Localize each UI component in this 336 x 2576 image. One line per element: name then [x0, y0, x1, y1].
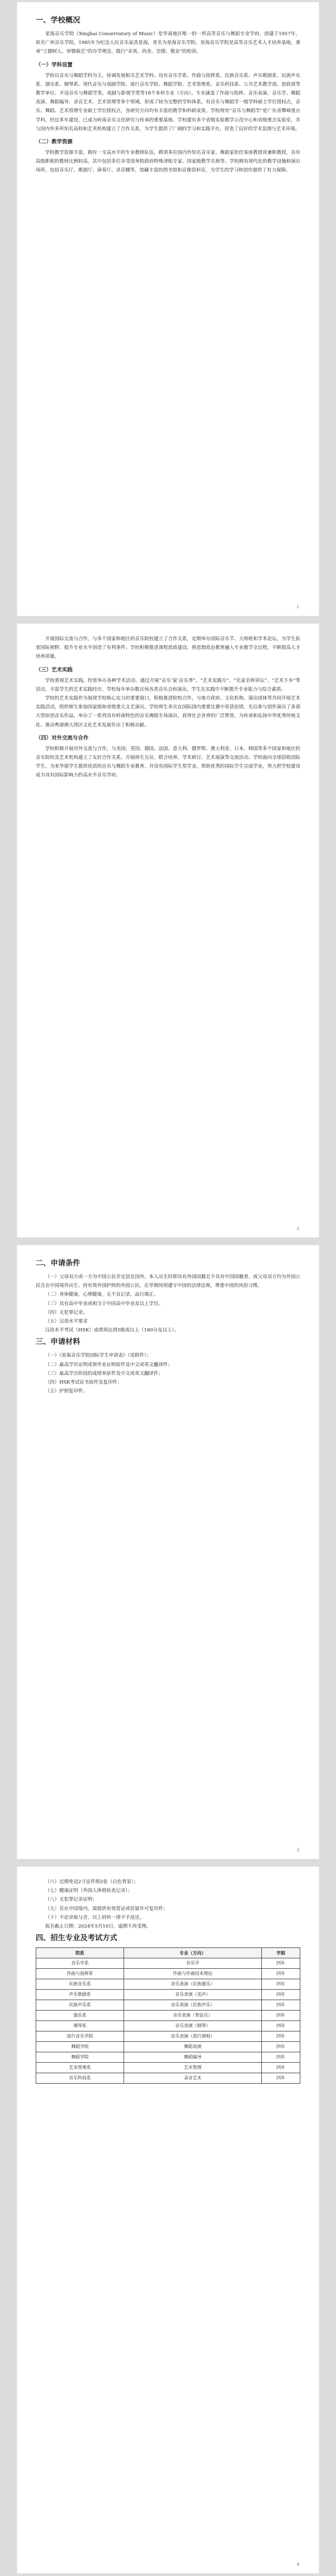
paragraph: 报名截止日期：2024年5月10日，逾期不再受理。: [45, 1924, 152, 1930]
table-cell: 录音艺术: [124, 2073, 261, 2084]
paragraph: 星海音乐学院（Xinghai Conservatory of Music）是华南地区唯一的一所高等音乐与舞蹈专业学府，创建于1957年，原名广州音乐学院，1985年为纪念人民音乐家冼星海，更名为星海音乐学院。星海音乐学院是高等音乐艺术人才培养基地，秉承“立德树人、厚德载艺”的办学理念，践行“求真、尚美、崇德、敬业”的校训。: [36, 31, 300, 55]
table-cell: 声乐歌剧系: [36, 1990, 124, 2000]
table-row: [36, 2011, 300, 2021]
table-cell: 钢琴系: [36, 2021, 124, 2031]
document-page-2: [17, 624, 319, 1237]
table-cell: 四年: [261, 2031, 300, 2042]
table-cell: 舞蹈学院: [36, 2052, 124, 2063]
paragraph: 学校重视艺术实践，经常举办各种学术活动，通过开展“音乐‘家’音乐季”、“艺术实践月”、“名家名师讲坛”、“艺术下乡”等活动，丰富学生的艺术实践经历。学校每年举办数百场各类音乐会和演出，学生在实践中不断提升专业能力与综合素质。: [36, 678, 300, 692]
table-cell: 作曲与指挥系: [36, 1969, 124, 1979]
table-cell: 四年: [261, 1958, 300, 1969]
table-cell: 四年: [261, 2021, 300, 2031]
paragraph: 学校的艺术实践作为展现学校核心实力的重要窗口，积极推进院校合作，与地方政府、文化机构、演出团体等共同开展艺术实践活动，组织师生参加国家级和省级重大文艺演出。学校师生多次在国际国内重要比赛中荣获佳绩，先后参与创作演出了多部大型原创音乐作品，举办了一系列具有岭南特色的音乐舞蹈专场演出，获得社会各界的广泛赞誉，为传承和弘扬中华优秀传统文化、推动粤港澳大湾区文化艺术发展作出了积极贡献。: [36, 696, 300, 728]
paragraph: （四）HSK考试证书原件及复印件；: [45, 1380, 122, 1386]
section-heading: （一）学科设置: [36, 62, 73, 68]
table-cell: 四年: [261, 2063, 300, 2073]
table-row: [36, 2000, 300, 2011]
paragraph: 学校以音乐与舞蹈学科为主，协调发展相关艺术学科。设有音乐学系、作曲与指挥系、民族音乐系、声乐歌剧系、民族声乐系、器乐系、钢琴系、现代音乐与戏剧学院、流行音乐学院、舞蹈学院、艺术管理系、音乐科技系、公共艺术教学部、思政部等教学单位。开设音乐与舞蹈学类、戏剧与影视学类等18个本科专业（方向）。专业涵盖了作曲与指挥、音乐表演、音乐学、舞蹈表演、舞蹈编导、录音艺术、艺术管理等多个领域，形成了较为完整的学科体系，有音乐与舞蹈学一级学科硕士学位授权点，音乐、舞蹈、艺术管理专业硕士学位授权点，各研究方向均有丰富的教学和科研成果。学校现有“音乐与舞蹈学”是广东省攀峰重点学科，经过多年建设，已成为岭南音乐文化研究与传承的重要基地。学校建有多个省级实验教学示范中心和省级重点实验室，并与国内外多所知名高校和艺术机构建立了合作关系，为学生提供了广阔的学习和实践平台，营造了良好的学术氛围与艺术环境。: [36, 73, 300, 132]
paragraph: （四）无犯罪记录。: [45, 1309, 88, 1315]
section-heading: 二、申请条件: [36, 1259, 80, 1268]
paragraph: （二）最高学历证明或预毕业证明原件及中文或英文翻译件；: [45, 1362, 173, 1368]
table-cell: 音乐科技系: [36, 2073, 124, 2084]
table-cell: 流行音乐学院: [36, 2031, 124, 2042]
page-number: 2: [296, 1226, 299, 1231]
program-table: [36, 1947, 300, 2084]
table-row: [36, 2031, 300, 2042]
table-header-cell: 学制: [261, 1948, 300, 1958]
table-header-cell: 院系: [36, 1948, 124, 1958]
table-cell: 四年: [261, 1979, 300, 1990]
table-row: [36, 1990, 300, 2000]
table-cell: 音乐表演（民族声乐）: [124, 2000, 261, 2011]
table-cell: 艺术管理: [124, 2063, 261, 2073]
table-cell: 四年: [261, 1969, 300, 1979]
table-cell: 四年: [261, 2042, 300, 2052]
table-row: [36, 1958, 300, 1969]
table-row: [36, 2052, 300, 2063]
section-heading: （四）对外交流与合作: [36, 735, 88, 741]
section-heading: （二）教学资源: [36, 139, 73, 146]
table-cell: 四年: [261, 2052, 300, 2063]
table-header-cell: 专业（方向）: [124, 1948, 261, 1958]
page-number: 1: [296, 604, 299, 609]
section-heading: 四、招生专业及考试方式: [36, 1934, 117, 1943]
page-content: [36, 1878, 300, 1943]
paragraph: 学校积极开展对外交流与合作，与美国、英国、德国、法国、意大利、俄罗斯、澳大利亚、日本、韩国等多个国家和地区的音乐院校及艺术机构建立了友好合作关系，开展师生互访、联合培养、学术研讨、艺术展演等交流活动。学校面向全球招收国际学生，为来华留学生提供优质的音乐与舞蹈专业教育，并设有国际学生奖学金，帮助优秀的国际学生完成学业，努力把学校建设成为具有国际影响力的高水平音乐学府。: [36, 746, 300, 779]
table-cell: 四年: [261, 2073, 300, 2084]
document-page-3: [17, 1245, 319, 1859]
paragraph: 汉语水平考试（HSK）成绩须达到5级或以上（180分及以上）。: [45, 1328, 179, 1334]
page-content: [36, 15, 300, 175]
paragraph: （一）《星海音乐学院国际学生申请表》（见附件）；: [45, 1353, 152, 1359]
table-cell: 四年: [261, 2011, 300, 2021]
paragraph: （五）汉语水平要求: [45, 1319, 88, 1325]
table-row: [36, 1979, 300, 1990]
paragraph: （七）健康证明（外国人体格检查记录）；: [45, 1888, 133, 1894]
paragraph: 学校教学资源丰富，拥有一支高水平的专业教师队伍，聘请多位国内外知名音乐家、舞蹈家担任客座教授或兼职教授，具有高级职称的教师比例较高，其中包括多位享受国务院政府特殊津贴专家、国家级教学名师等。学校拥有现代化的教学设施和演出场所，包括音乐厅、歌剧厅、演奏厅、录音棚等，馆藏丰富的图书馆和音像资料室，为学生的学习和创作提供了有力保障。: [36, 150, 300, 174]
paragraph: （二）身体健康，心理健康，无不良记录，品行端正。: [45, 1292, 159, 1298]
paragraph: （三）具有高中毕业或相当于中国高中毕业及以上学历。: [45, 1301, 164, 1307]
page-number: 4: [296, 2562, 299, 2567]
paragraph: （一）父母双方或一方为中国公民并定居在国外，本人出生时即具有外国国籍且不具有中国国籍者，或父母双方均为外国公民且在中国境外出生、持有效外国护照的外国公民，在华期间须遵守中国的法律法规，尊重中国的风俗习惯。: [36, 1274, 300, 1289]
paragraph: （六）近期免冠2寸证件照2张（白色背景）；: [45, 1879, 139, 1885]
table-cell: 音乐表演（美声）: [124, 1990, 261, 2000]
table-cell: 作曲与作曲技术理论: [124, 1969, 261, 1979]
paragraph: （八）无犯罪记录证明；: [45, 1897, 97, 1903]
table-cell: 音乐学: [124, 1958, 261, 1969]
table-header-row: [36, 1948, 300, 1958]
table-cell: 舞蹈表演: [124, 2042, 261, 2052]
table-cell: 音乐学系: [36, 1958, 124, 1969]
page-content: [36, 635, 300, 780]
table-cell: 音乐表演（钢琴）: [124, 2021, 261, 2031]
paragraph: 开展国际交流与合作，与多个国家和地区的音乐院校建立了合作关系，定期举办国际音乐节、大师班和学术论坛，为学生拓宽国际视野、提升专业水平创造了有利条件。学校积极推进课程思政建设，将思想政治教育融入专业教学全过程，不断提高人才培养质量。: [36, 636, 300, 660]
table-cell: 音乐表演（流行演唱）: [124, 2031, 261, 2042]
table-cell: 舞蹈编导: [124, 2052, 261, 2063]
table-row: [36, 1969, 300, 1979]
paragraph: （五）护照复印件。: [45, 1389, 88, 1395]
table-cell: 器乐系: [36, 2011, 124, 2021]
paragraph: （十）不论录取与否，以上材料一律不予退还。: [45, 1914, 144, 1920]
table-cell: 音乐表演（管弦乐）: [124, 2011, 261, 2021]
table-row: [36, 2021, 300, 2031]
section-heading: 三、申请材料: [36, 1337, 80, 1347]
page-content: [36, 1258, 300, 1396]
table-cell: 四年: [261, 2000, 300, 2011]
document-page-4: [17, 1867, 319, 2573]
table-cell: 民族音乐系: [36, 1979, 124, 1990]
section-heading: 一、学校概况: [36, 16, 80, 25]
table-cell: 音乐表演（民族器乐）: [124, 1979, 261, 1990]
paragraph: （九）若在中国境内，需提供有效签证或居留许可复印件；: [45, 1906, 168, 1912]
table-cell: 艺术管理系: [36, 2063, 124, 2073]
table-cell: 四年: [261, 1990, 300, 2000]
document-page-1: [17, 2, 319, 616]
paragraph: （三）最高学历阶段的成绩单原件及中文或英文翻译件；: [45, 1370, 164, 1376]
table-row: [36, 2042, 300, 2052]
table-cell: 舞蹈学院: [36, 2042, 124, 2052]
table-row: [36, 2073, 300, 2084]
page-number: 3: [296, 1847, 299, 1852]
table-cell: 民族声乐系: [36, 2000, 124, 2011]
section-heading: （三）艺术实践: [36, 667, 73, 673]
table-row: [36, 2063, 300, 2073]
table-body: [36, 1958, 300, 2084]
